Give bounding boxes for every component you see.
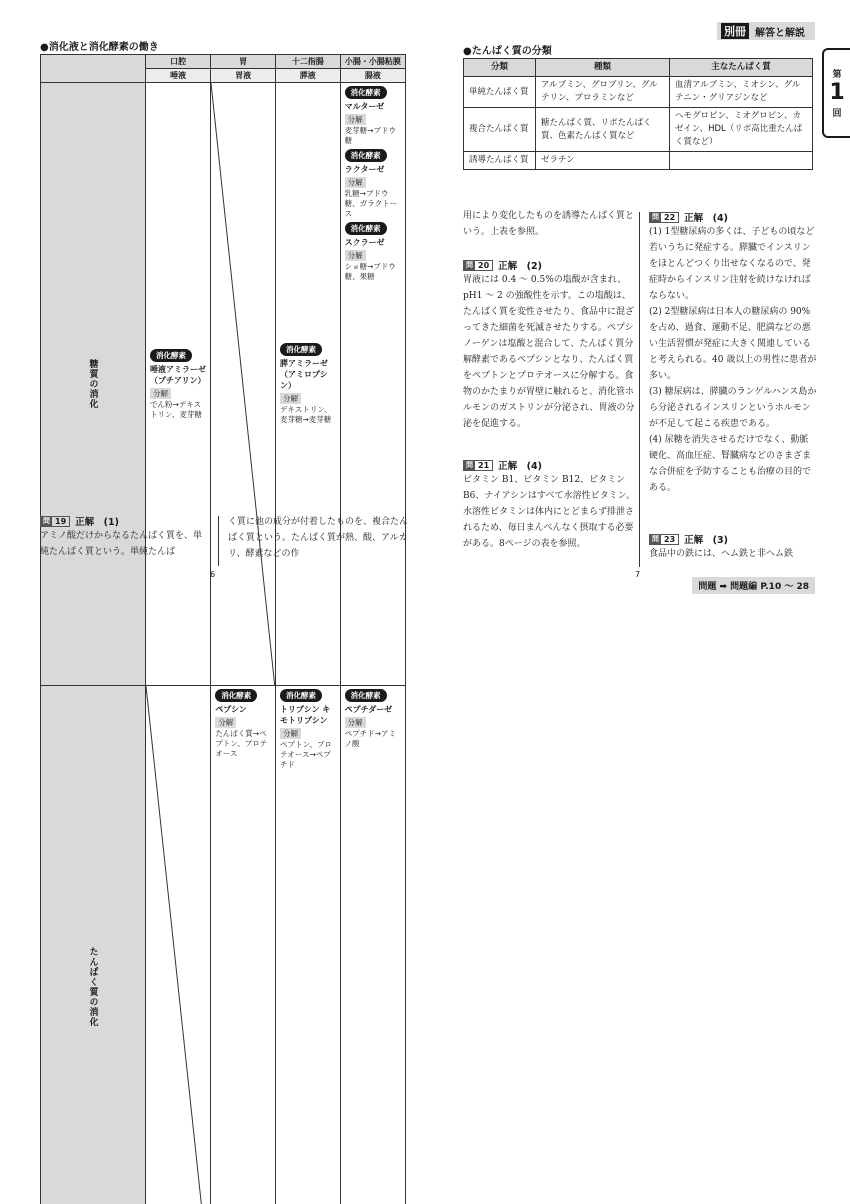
- diagonal-line: [146, 686, 210, 1204]
- bunkai-label: [215, 717, 236, 728]
- bunkai-label: 分解: [150, 388, 171, 399]
- bessatsu-label: 別冊 解答と解説: [717, 22, 815, 40]
- q20-text: 胃液には 0.4 ～ 0.5%の塩酸が含まれ、pH1 ～ 2 の強酸性を示す。この塩酸は、たんぱく質を変性させたり、食品中に混ざってきた細菌を死滅させたりする。ペプシノーゲンは塩酸と混合して、たんぱく質分解酵素であるペプシンとなり、たんぱく質をペプトンとプロテオースに分解する。食物のかたまりが胃壁に触れると、消化管ホルモンのガストリンが分泌され、胃液の分泌を促進する。: [463, 272, 635, 432]
- digestion-heading: ●消化液と消化酵素の働き: [40, 38, 159, 53]
- column-divider: [218, 516, 219, 566]
- q22-list: [649, 224, 817, 496]
- question-number-badge: 問 19: [40, 516, 70, 527]
- enzyme-pill: 消化酵素: [345, 86, 387, 99]
- protein-small-intestine-cell: [340, 686, 405, 1204]
- page-number: 6: [210, 570, 215, 579]
- q22-answer: 正解 (4): [684, 210, 728, 224]
- q23-answer: 正解 (3): [684, 532, 728, 546]
- enzyme-pill: 消化酵素: [345, 149, 387, 162]
- table-row: 単純たんぱく質 アルブミン、グロブリン、グルテリン、プロラミンなど 血清アルブミン、ミオシン、グルテニン・グリアジンなど: [464, 77, 813, 108]
- protein-stomach-cell: [211, 686, 276, 1204]
- col-small-intestine: 小腸・小腸粘膜: [340, 55, 405, 69]
- bunkai-label: [280, 728, 301, 739]
- row-sugar: 糖質の消化: [41, 83, 146, 686]
- sugar-stomach-empty: [211, 83, 276, 686]
- enzyme-pill: [345, 689, 387, 702]
- enzyme-product: でん粉→デキストリン、麦芽糖: [150, 400, 206, 420]
- list-item: (2) 2型糖尿病は日本人の糖尿病の 90%を占め、過食、運動不足、肥満などの悪い生活習慣が発症に大きく関連していると考えられる。40 歳以上の男性に患者が多い。: [649, 304, 817, 384]
- bunkai-label: 分解: [345, 177, 366, 188]
- question-number-badge: 問 21: [463, 460, 493, 471]
- protein-class-table: [463, 58, 813, 170]
- protein-duodenum-cell: [275, 686, 340, 1204]
- bunkai-label: 分解: [280, 393, 301, 404]
- juice-pancreatic: 膵液: [275, 69, 340, 83]
- sugar-duodenum-cell: [275, 83, 340, 686]
- q21-header: [463, 458, 542, 472]
- enzyme-name: [345, 704, 401, 715]
- enzyme-product: 乳糖→ブドウ糖、ガラクトース: [345, 189, 401, 219]
- enzyme-name: 膵アミラーゼ（アミロプシン）: [280, 358, 336, 391]
- protein-class-heading: ●たんぱく質の分類: [463, 42, 552, 57]
- enzyme-pill: 消化酵素: [150, 349, 192, 362]
- enzyme-name: スクラーゼ: [345, 237, 401, 248]
- col-mouth: 口腔: [146, 55, 211, 69]
- sugar-mouth-cell: [146, 83, 211, 686]
- q21-answer: 正解 (4): [498, 458, 542, 472]
- table-row: 誘導たんぱく質 ゼラチン: [464, 152, 813, 170]
- enzyme-pill: 消化酵素: [280, 343, 322, 356]
- bunkai-label: 分解: [345, 114, 366, 125]
- enzyme-pill: [280, 689, 322, 702]
- q19-answer: 正解 (1): [75, 514, 119, 528]
- enzyme-product: デキストリン、麦芽糖→麦芽糖: [280, 405, 336, 425]
- enzyme-pill: [215, 689, 257, 702]
- table-row: 複合たんぱく質 糖たんぱく質、リボたんぱく質、色素たんぱく質など ヘモグロビン、ミオグロビン、カゼイン、HDL（リポ高比重たんぱく質など）: [464, 108, 813, 152]
- list-item: (3) 糖尿病は、膵臓のランゲルハンス島から分泌されるインスリンというホルモンが不足して起こる疾患である。: [649, 384, 817, 432]
- left-page: [0, 0, 425, 602]
- question-number-badge: 問 23: [649, 534, 679, 545]
- list-item: (4) 尿糖を消失させるだけでなく、動脈硬化、高血圧症、腎臓病などのさまざまな合併症を予防することも治療の目的である。: [649, 432, 817, 496]
- bunkai-label: [345, 717, 366, 728]
- q19-continued: 用により変化したものを誘導たんぱく質という。上表を参照。: [463, 208, 635, 240]
- th-class: 分類: [464, 59, 536, 77]
- list-item: (1) 1型糖尿病の多くは、子どもの頃など若いうちに発症する。膵臓でインスリンをほとんどつくり出せなくなるので、発症時からインスリン注射を続けなければならない。: [649, 224, 817, 304]
- q21-text: ビタミン B1、ビタミン B12、ビタミン B6、ナイアシンはすべて水溶性ビタミン。水溶性ビタミンは体内にとどまらず排泄されるため、毎日まんべんなく摂取する必要がある。8ページの表を参照。: [463, 472, 635, 552]
- col-duodenum: 十二指腸: [275, 55, 340, 69]
- sugar-small-intestine-cell: [340, 83, 405, 686]
- col-stomach: 胃: [211, 55, 276, 69]
- right-page: [425, 0, 850, 602]
- problem-reference: 問題 ➡ 問題編 P.10 ～ 28: [692, 577, 815, 594]
- enzyme-name: [215, 704, 271, 715]
- juice-saliva: 唾液: [146, 69, 211, 83]
- enzyme-product: ショ糖→ブドウ糖、果糖: [345, 262, 401, 282]
- th-type: 種類: [536, 59, 670, 77]
- q19-text-col2: く質に他の成分が付着したものを、複合たんぱく質という。たんぱく質が熱、酸、アルカリ、酵素などの作: [228, 514, 408, 562]
- th-main: 主なたんぱく質: [670, 59, 813, 77]
- enzyme-product: 麦芽糖→ブドウ糖: [345, 126, 401, 146]
- row-protein: [41, 686, 146, 1204]
- column-divider: [639, 212, 640, 567]
- diagonal-line: [211, 83, 275, 685]
- q23-text: 食品中の鉄には、ヘム鉄と非ヘム鉄: [649, 546, 817, 562]
- digestion-table: [40, 54, 406, 1204]
- q19-header: [40, 514, 119, 528]
- q23-header: [649, 532, 728, 546]
- enzyme-product: [345, 729, 401, 749]
- q22-header: [649, 210, 728, 224]
- enzyme-pill: 消化酵素: [345, 222, 387, 235]
- enzyme-name: ラクターゼ: [345, 164, 401, 175]
- chapter-tab: 第 1 回: [822, 48, 850, 138]
- enzyme-name: マルターゼ: [345, 101, 401, 112]
- enzyme-product: [215, 729, 271, 759]
- bunkai-label: 分解: [345, 250, 366, 261]
- q19-text-col1: アミノ酸だけからなるたんぱく質を、単純たんぱく質という。単純たんぱ: [40, 528, 208, 560]
- protein-mouth-empty: [146, 686, 211, 1204]
- q20-answer: 正解 (2): [498, 258, 542, 272]
- juice-gastric: 胃液: [211, 69, 276, 83]
- enzyme-name: 唾液アミラーゼ（プチアリン）: [150, 364, 206, 386]
- page-number: 7: [635, 570, 640, 579]
- q20-header: [463, 258, 542, 272]
- question-number-badge: 問 22: [649, 212, 679, 223]
- corner-cell: [41, 55, 146, 83]
- juice-intestinal: 腸液: [340, 69, 405, 83]
- enzyme-name: [280, 704, 336, 726]
- question-number-badge: 問 20: [463, 260, 493, 271]
- enzyme-product: [280, 740, 336, 770]
